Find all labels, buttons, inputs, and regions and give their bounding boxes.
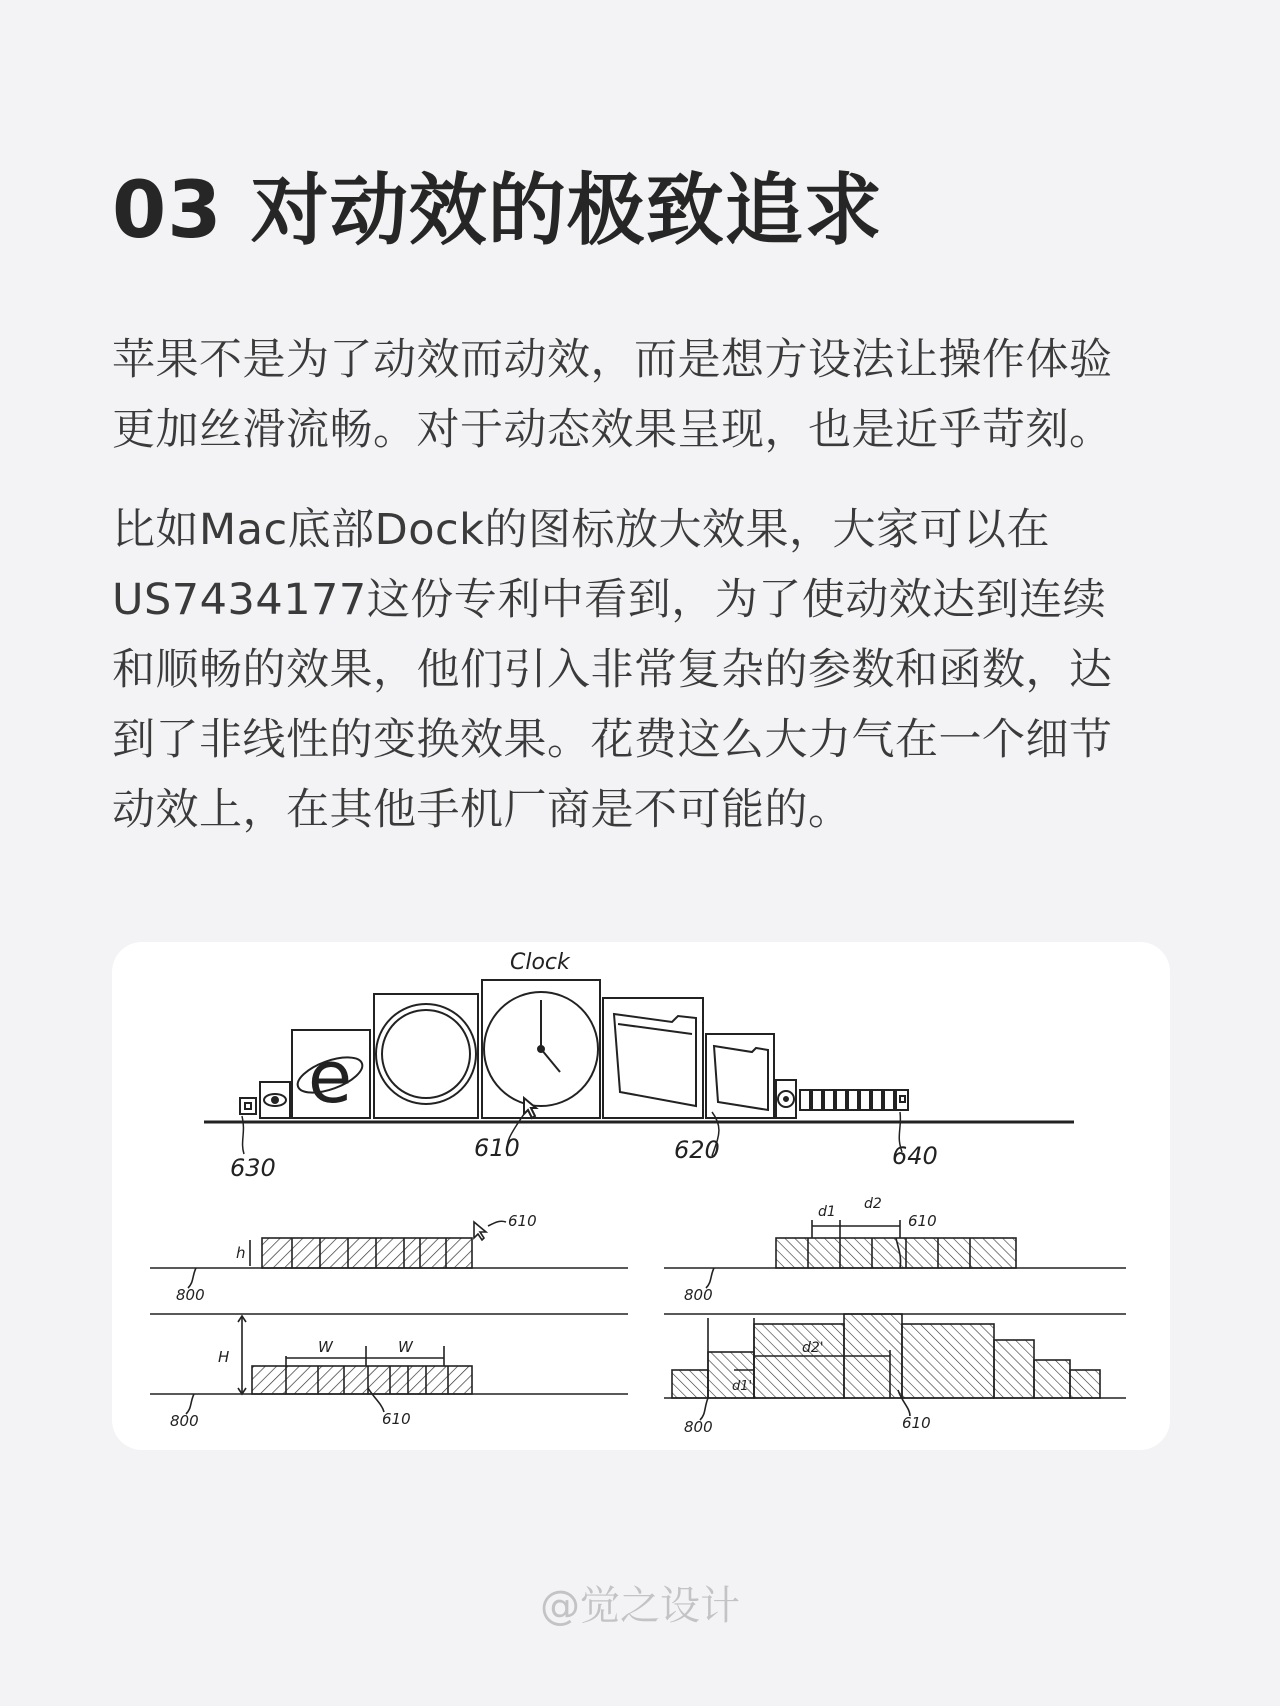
- ref-label-800-c: 800: [684, 1286, 713, 1304]
- diagram-top-right: [664, 1220, 1126, 1288]
- folder-icon: [614, 1014, 696, 1106]
- dimension-d2-bottom: d2': [802, 1340, 824, 1356]
- ref-label-610-c: 610: [908, 1212, 937, 1230]
- ref-label-640: 640: [892, 1142, 938, 1170]
- diagram-bottom-right: [664, 1314, 1126, 1420]
- paragraph-line: 苹果不是为了动效而动效，而是想方设法让操作体验: [112, 335, 1113, 385]
- patent-figure-card: [112, 942, 1170, 1450]
- paragraph-line: 和顺畅的效果，他们引入非常复杂的参数和函数，达: [112, 645, 1113, 695]
- ref-label-630: 630: [230, 1154, 276, 1182]
- dock-illustration: [204, 980, 1074, 1156]
- diagram-top-left: [150, 1221, 628, 1288]
- clock-label: Clock: [510, 950, 570, 975]
- ref-label-800-b: 800: [170, 1412, 199, 1430]
- detail-paragraph: [112, 495, 1172, 845]
- browser-e-icon: [293, 1035, 366, 1119]
- ref-label-610-d: 610: [902, 1414, 931, 1432]
- ref-label-800-a: 800: [176, 1286, 205, 1304]
- patent-drawing: [112, 942, 1170, 1450]
- dimension-d1-top: d1: [818, 1204, 836, 1220]
- ref-label-610-a: 610: [508, 1212, 537, 1230]
- dimension-d1-bottom: d1': [732, 1379, 753, 1394]
- ref-label-610: 610: [474, 1134, 520, 1162]
- ref-label-610-b: 610: [382, 1410, 411, 1428]
- folder-small-icon: [714, 1046, 768, 1110]
- paragraph-line: 更加丝滑流畅。对于动态效果呈现，也是近乎苛刻。: [112, 405, 1113, 455]
- dimension-H: H: [218, 1348, 230, 1366]
- paragraph-line: 比如Mac底部Dock的图标放大效果，大家可以在: [112, 505, 1051, 555]
- dimension-h: h: [236, 1244, 246, 1262]
- paragraph-line: 动效上，在其他手机厂商是不可能的。: [112, 785, 852, 835]
- svg-text:e: e: [307, 1035, 353, 1119]
- paragraph-line: US7434177这份专利中看到，为了使动效达到连续: [112, 575, 1107, 625]
- intro-paragraph: [112, 325, 1172, 465]
- dimension-w-2: W: [398, 1338, 413, 1356]
- dimension-w-1: W: [318, 1338, 333, 1356]
- dimension-d2-top: d2: [864, 1196, 882, 1212]
- page-title: 03 对动效的极致追求: [112, 166, 883, 256]
- author-watermark: @觉之设计: [540, 1583, 740, 1629]
- ref-label-800-d: 800: [684, 1418, 713, 1436]
- paragraph-line: 到了非线性的变换效果。花费这么大力气在一个细节: [112, 715, 1113, 765]
- ref-label-620: 620: [674, 1136, 720, 1164]
- clock-icon: [484, 992, 598, 1106]
